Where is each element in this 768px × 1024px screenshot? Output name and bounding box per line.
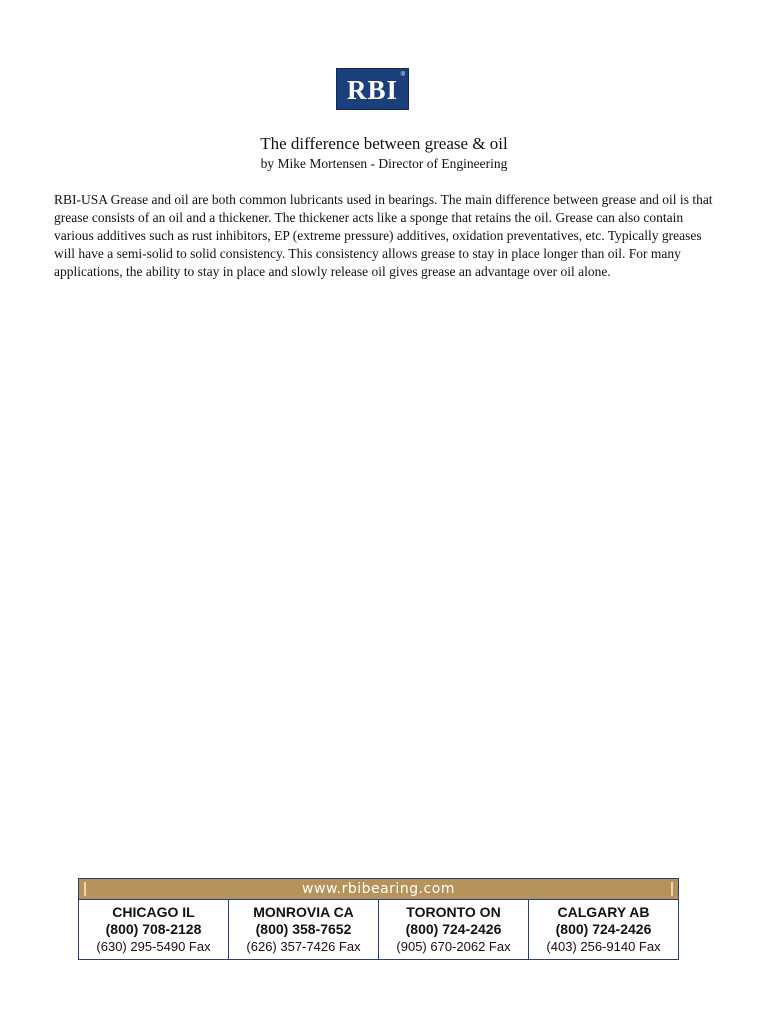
document-body: RBI-USA Grease and oil are both common lubricants used in bearings. The main difference between grease and oil is that grease consists of an oil and a thickener. The thickener acts like a sponge that retains the oil. Grease can also contain various additives such as rust inhibitors, EP (extreme pressure) additives, oxidation preventatives, etc. Typically greases will have a semi-solid to solid consistency. This consistency allows grease to stay in place longer than oil. For many applications, the ability to stay in place and slowly release oil gives grease an advantage over oil alone.: [54, 192, 713, 279]
office-phone: (800) 358-7652: [255, 921, 352, 937]
footer-url-bar: [79, 879, 678, 900]
office-city: CALGARY AB: [557, 904, 650, 920]
rbi-logo: [336, 68, 409, 110]
office-toronto: [379, 900, 529, 960]
office-fax: (905) 670-2062 Fax: [396, 939, 511, 954]
office-city: MONROVIA CA: [253, 904, 354, 920]
office-fax: (626) 357-7426 Fax: [246, 939, 361, 954]
office-monrovia: [229, 900, 379, 960]
office-phone: (800) 724-2426: [405, 921, 502, 937]
document-title: The difference between grease & oil: [260, 134, 508, 153]
logo-text: RBI: [346, 74, 398, 105]
footer-bar-mark-right: [671, 882, 673, 896]
office-fax: (403) 256-9140 Fax: [546, 939, 661, 954]
website-link[interactable]: www.rbibearing.com: [302, 881, 455, 897]
office-city: CHICAGO IL: [112, 904, 195, 920]
footer-bar-mark-left: [84, 882, 86, 896]
office-phone: (800) 708-2128: [105, 921, 202, 937]
office-chicago: [79, 900, 229, 960]
office-fax: (630) 295-5490 Fax: [96, 939, 211, 954]
document-byline: by Mike Mortensen - Director of Engineering: [260, 156, 508, 171]
office-city: TORONTO ON: [406, 904, 501, 920]
office-list: [79, 900, 678, 960]
office-phone: (800) 724-2426: [555, 921, 652, 937]
registered-mark: ®: [400, 72, 405, 78]
contact-footer: [78, 878, 679, 960]
office-calgary: [529, 900, 678, 960]
